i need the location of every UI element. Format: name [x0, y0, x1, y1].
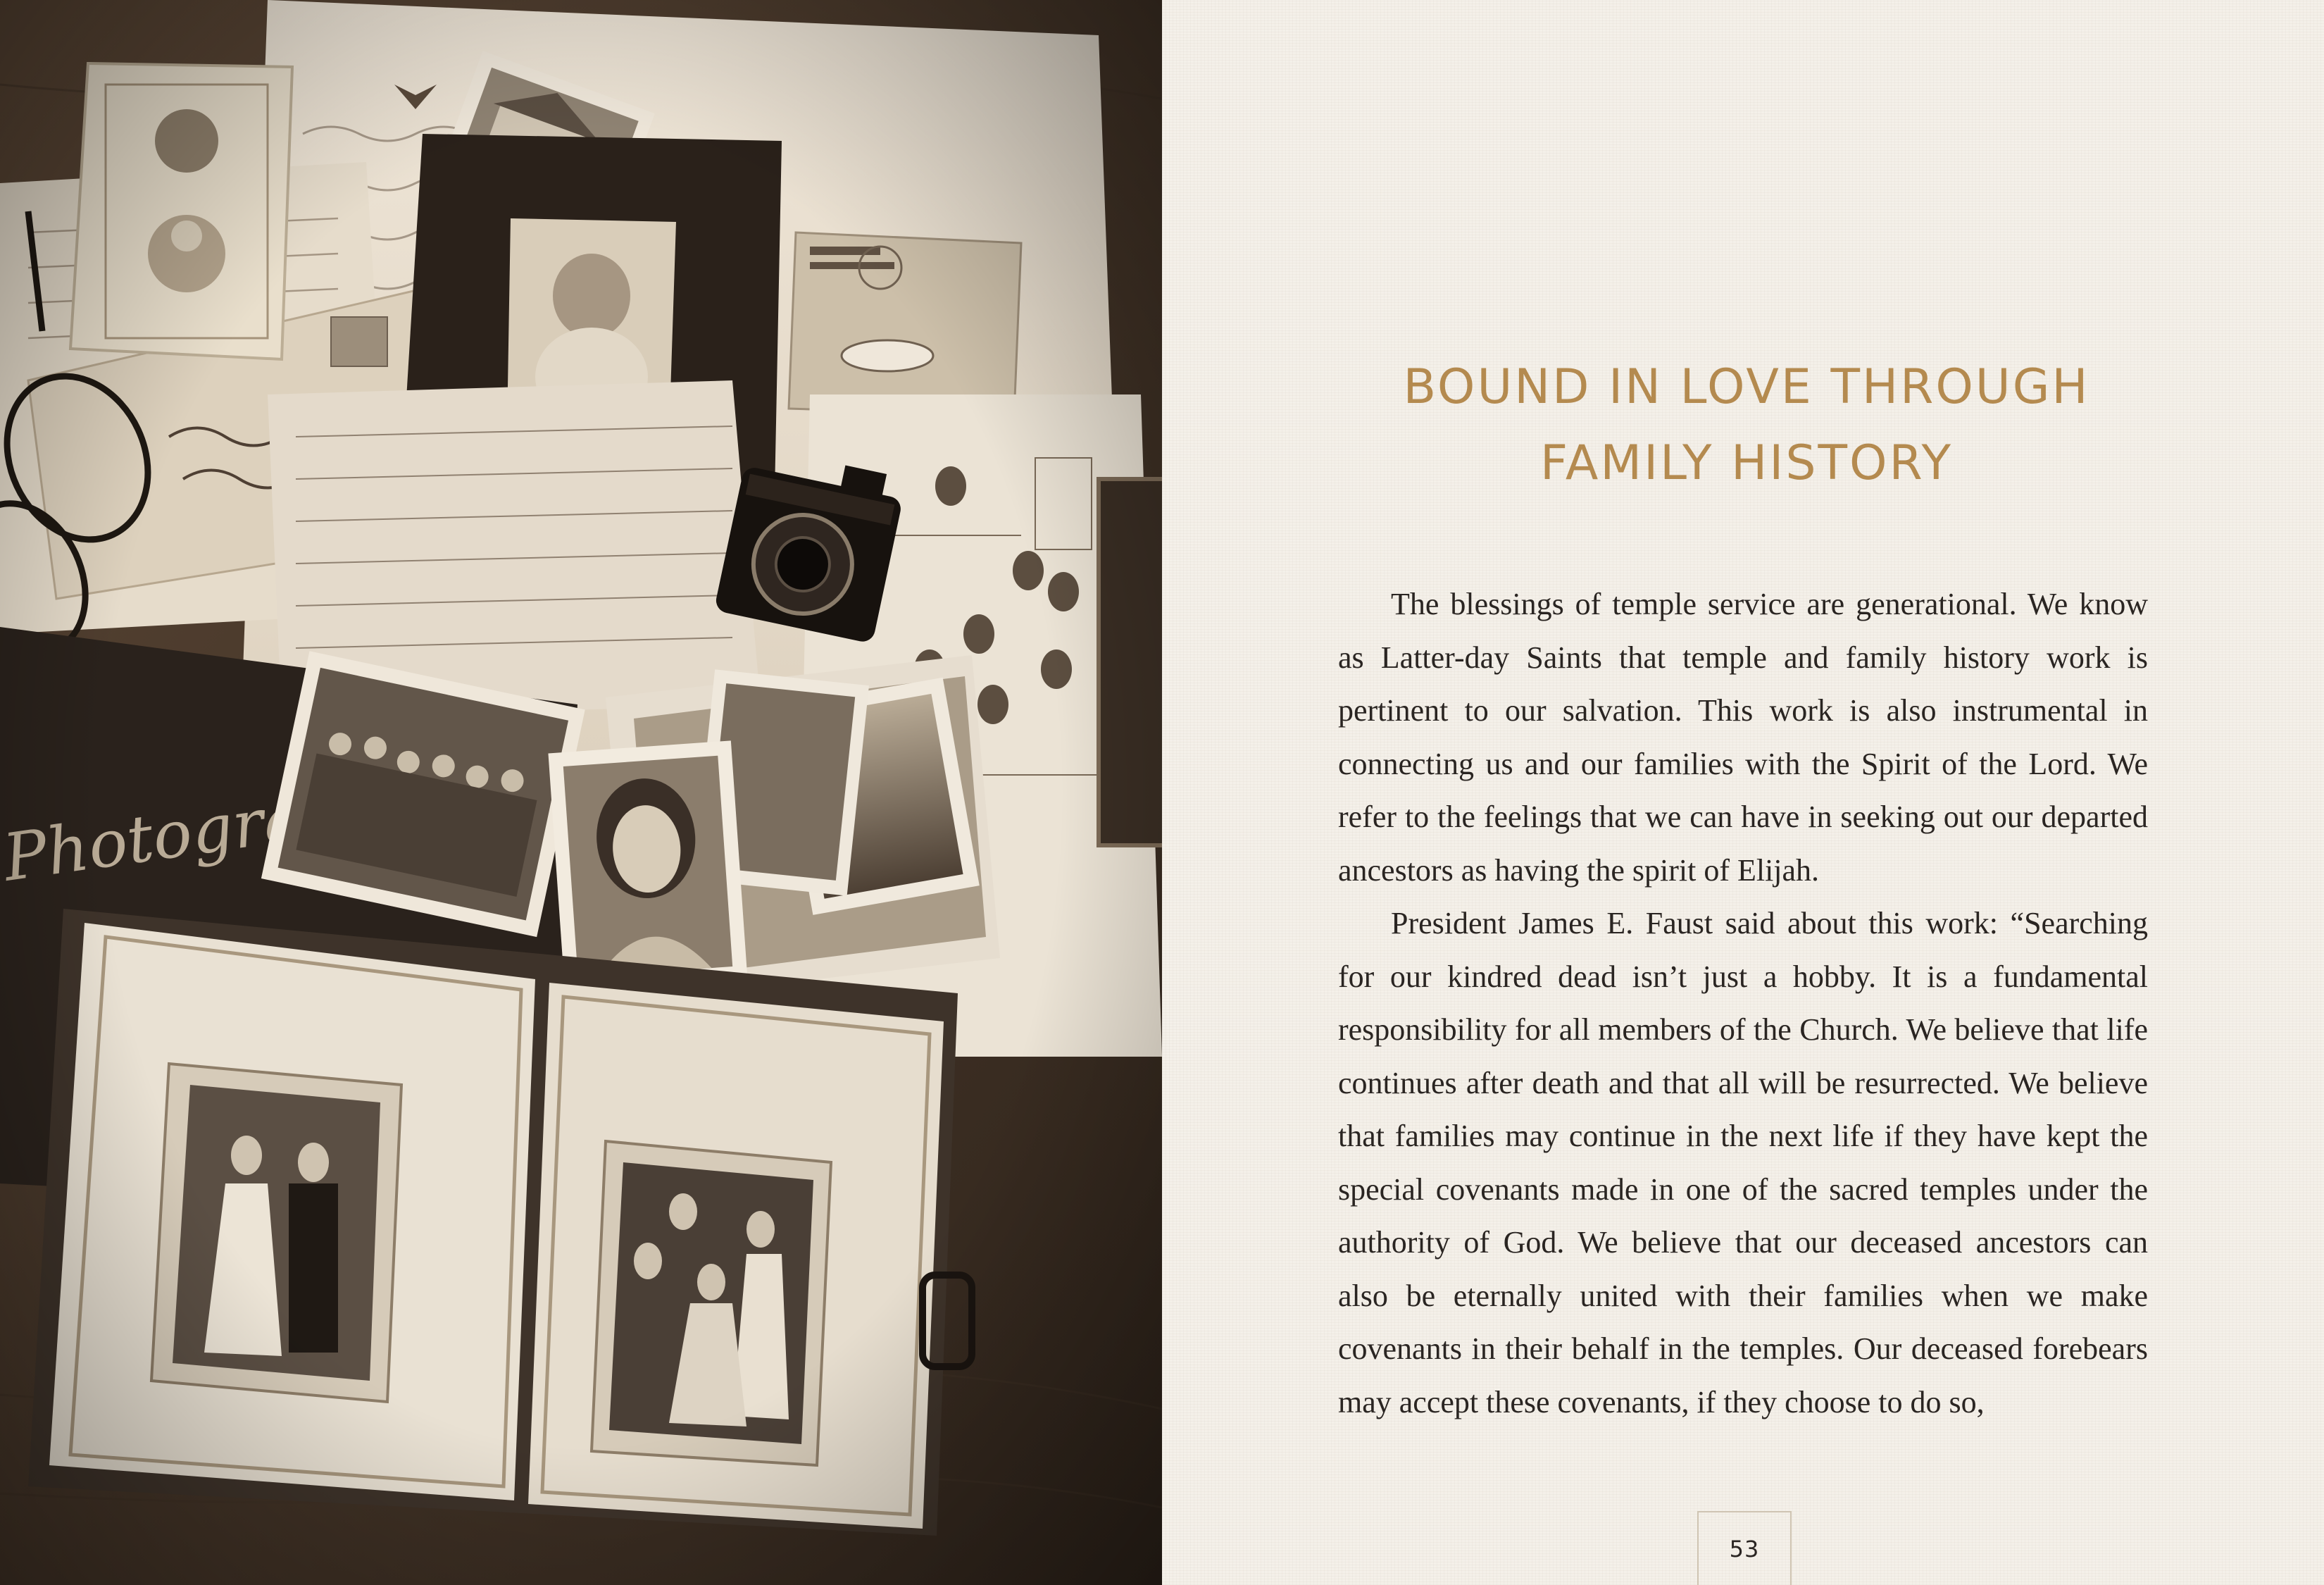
paragraph-1: The blessings of temple service are generational. We know as Latter-day Saints that temple and family history work is pertinent to our salvation. This work is also instrumental in connecting us and our families with the Spirit of the Lord. We refer to the feelings that we can have in seeking out our departed ancestors as having the spirit of Elijah. — [1338, 587, 2148, 888]
paragraph-2: President James E. Faust said about this work: “Searching for our kindred dead isn’t just a hobby. It is a fundamental responsibility for all members of the Church. We believe that life continues after death and that all will be resurrected. We believe that families may continue in the next life if they have kept the special covenants made in one of the sacred temples under the authority of God. We believe that our deceased ancestors can also be eternally united with their families when we make covenants in their behalf in the temples. Our deceased forebears may accept these covenants, if they choose to do so, — [1338, 906, 2148, 1419]
chapter-title — [1352, 349, 2141, 502]
chapter-title-line-1: BOUND IN LOVE THROUGH — [1403, 359, 2090, 415]
text-page — [1162, 0, 2324, 1585]
page-number: 53 — [1729, 1535, 1760, 1562]
body-text — [1338, 578, 2148, 1429]
page-number-box — [1697, 1511, 1792, 1585]
chapter-title-line-2: FAMILY HISTORY — [1540, 435, 1953, 491]
